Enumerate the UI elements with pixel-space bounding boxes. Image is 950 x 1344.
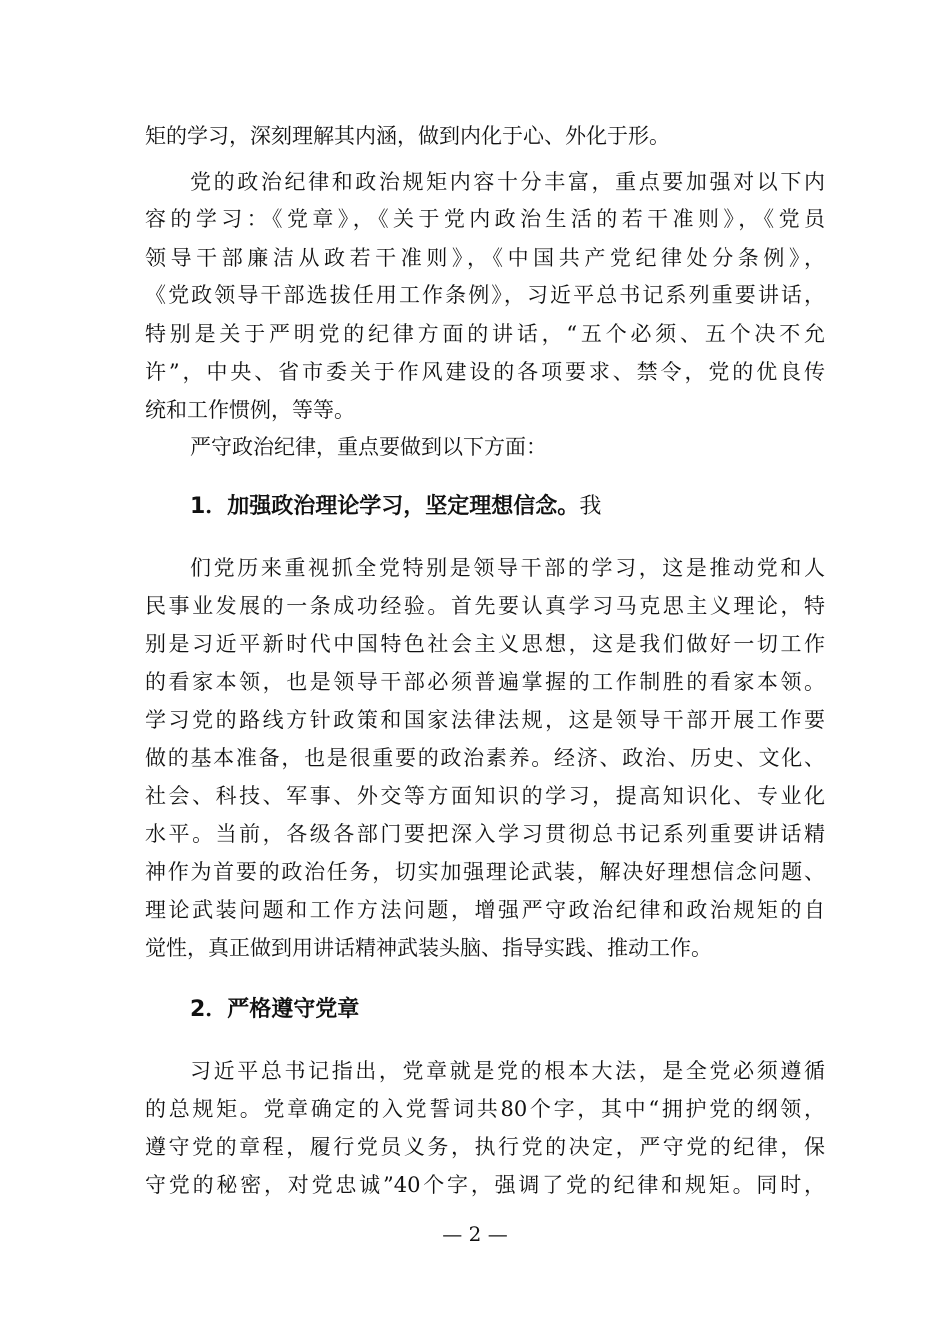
paragraph-line: 的看家本领，也是领导干部必须普遍掌握的工作制胜的看家本领。 (145, 670, 825, 694)
paragraph-line: 领导干部廉洁从政若干准则》，《中国共产党纪律处分条例》， (145, 246, 825, 270)
paragraph-line: 统和工作惯例，等等。 (145, 398, 355, 422)
page-number: — 2 — (442, 1222, 508, 1246)
paragraph-line: 守党的秘密，对党忠诚”40个字，强调了党的纪律和规矩。同时， (145, 1173, 825, 1197)
section-heading-text: 2．严格遵守党章 (190, 997, 360, 1022)
paragraph-line: 容的学习：《党章》，《关于党内政治生活的若干准则》，《党员 (145, 207, 825, 231)
paragraph-line: 矩的学习，深刻理解其内涵，做到内化于心、外化于形。 (145, 124, 670, 148)
paragraph-line: 严守政治纪律，重点要做到以下方面： (190, 435, 547, 459)
paragraph-line: 的总规矩。党章确定的入党誓词共80个字，其中“拥护党的纲领， (145, 1097, 825, 1121)
paragraph-line: 遵守党的章程，履行党员义务，执行党的决定，严守党的纪律，保 (145, 1135, 825, 1159)
section-heading-tail: 我 (579, 494, 602, 519)
paragraph-line: 许”，中央、省市委关于作风建设的各项要求、禁令，党的优良传 (145, 360, 825, 384)
paragraph-line: 党的政治纪律和政治规矩内容十分丰富，重点要加强对以下内 (190, 170, 825, 194)
paragraph-line: 学习党的路线方针政策和国家法律法规，这是领导干部开展工作要 (145, 708, 825, 732)
paragraph-line: 习近平总书记指出，党章就是党的根本大法，是全党必须遵循 (190, 1059, 825, 1083)
section-heading (190, 996, 359, 1024)
paragraph-line: 觉性，真正做到用讲话精神武装头脑、指导实践、推动工作。 (145, 936, 712, 960)
paragraph-line: 别是习近平新时代中国特色社会主义思想，这是我们做好一切工作 (145, 632, 825, 656)
paragraph-line: 神作为首要的政治任务，切实加强理论武装，解决好理想信念问题、 (145, 860, 825, 884)
paragraph-line: 民事业发展的一条成功经验。首先要认真学习马克思主义理论，特 (145, 594, 825, 618)
paragraph-line: 做的基本准备，也是很重要的政治素养。经济、政治、历史、文化、 (145, 746, 825, 770)
paragraph-line: 理论武装问题和工作方法问题，增强严守政治纪律和政治规矩的自 (145, 898, 825, 922)
paragraph-line: 《党政领导干部选拔任用工作条例》，习近平总书记系列重要讲话， (145, 283, 825, 307)
paragraph-line: 们党历来重视抓全党特别是领导干部的学习，这是推动党和人 (190, 556, 825, 580)
section-heading-text: 1．加强政治理论学习，坚定理想信念。 (190, 494, 580, 519)
section-heading (190, 493, 601, 521)
paragraph-line: 水平。当前，各级各部门要把深入学习贯彻总书记系列重要讲话精 (145, 822, 825, 846)
paragraph-line: 特别是关于严明党的纪律方面的讲话，“五个必须、五个决不允 (145, 322, 825, 346)
paragraph-line: 社会、科技、军事、外交等方面知识的学习，提高知识化、专业化 (145, 784, 825, 808)
